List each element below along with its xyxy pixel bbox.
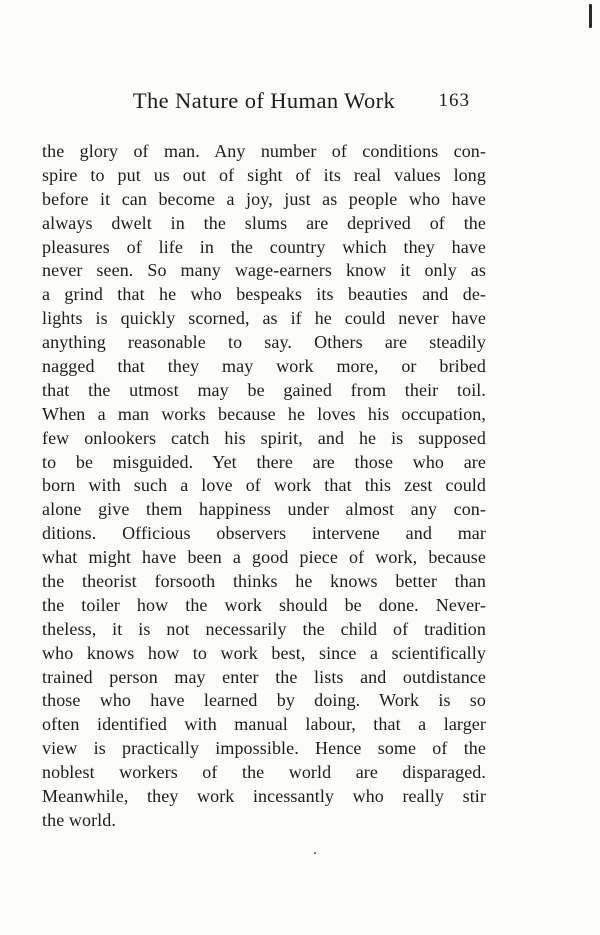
- text-line: those who have learned by doing. Work is so: [42, 690, 486, 711]
- text-line: When a man works because he loves his occupation,: [42, 403, 486, 424]
- text-line: theless, it is not necessarily the child of tradition: [42, 618, 486, 639]
- text-line: noblest workers of the world are disparaged.: [42, 762, 486, 783]
- text-line: anything reasonable to say. Others are steadily: [42, 332, 486, 353]
- scan-artifact-top-right: [589, 4, 592, 28]
- text-line: Meanwhile, they work incessantly who really stir: [42, 786, 486, 807]
- text-line: a grind that he who bespeaks its beauties and de-: [42, 284, 486, 305]
- scan-artifact-dot: .: [313, 841, 317, 858]
- page-header: [42, 88, 486, 114]
- text-line: ditions. Officious observers intervene and mar: [42, 523, 486, 544]
- text-line: spire to put us out of sight of its real values long: [42, 164, 486, 185]
- text-line: trained person may enter the lists and outdistance: [42, 666, 486, 687]
- text-line: the glory of man. Any number of conditions con-: [42, 141, 486, 161]
- text-line: to be misguided. Yet there are those who are: [42, 451, 486, 472]
- text-line: often identified with manual labour, that a larger: [42, 714, 486, 735]
- page-lines: [42, 140, 486, 833]
- text-line: nagged that they may work more, or bribed: [42, 356, 486, 377]
- text-line: view is practically impossible. Hence some of the: [42, 738, 486, 759]
- text-line: that the utmost may be gained from their toil.: [42, 379, 486, 400]
- text-line: never seen. So many wage-earners know it only as: [42, 260, 486, 281]
- text-line: who knows how to work best, since a scientifically: [42, 642, 486, 663]
- text-line: pleasures of life in the country which they have: [42, 236, 486, 257]
- text-line: the toiler how the work should be done. Never-: [42, 594, 486, 615]
- text-line: alone give them happiness under almost any con-: [42, 499, 486, 520]
- text-line: few onlookers catch his spirit, and he is supposed: [42, 427, 486, 448]
- text-line: always dwelt in the slums are deprived of the: [42, 212, 486, 233]
- text-line: before it can become a joy, just as people who have: [42, 188, 486, 209]
- text-line: lights is quickly scorned, as if he could never have: [42, 308, 486, 329]
- page-number: 163: [438, 90, 470, 111]
- running-title: The Nature of Human Work: [132, 88, 396, 113]
- text-line: the world.: [42, 809, 116, 830]
- text-line: born with such a love of work that this zest could: [42, 475, 486, 496]
- text-line: what might have been a good piece of work, because: [42, 547, 486, 568]
- text-line: the theorist forsooth thinks he knows better than: [42, 571, 486, 592]
